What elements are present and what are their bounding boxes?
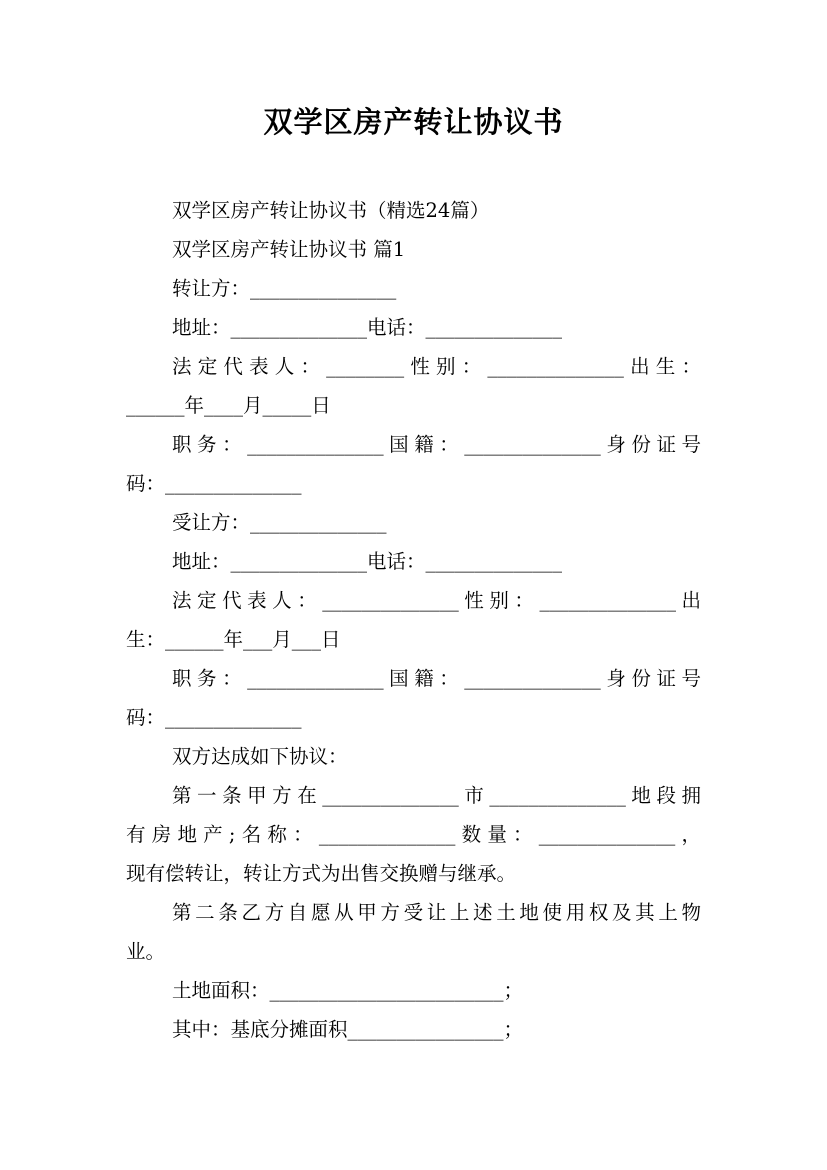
transferee-address-line: 地址：______________电话：______________	[172, 550, 563, 573]
transferor-line: 转让方：_______________	[172, 277, 397, 300]
document-title: 双学区房产转让协议书	[263, 105, 564, 139]
transferee-id-line: 码：______________	[126, 706, 302, 729]
agreement-intro-line: 双方达成如下协议：	[172, 745, 348, 768]
transferor-id-line: 码：______________	[126, 472, 302, 495]
transferee-line: 受让方：______________	[172, 511, 387, 534]
transferee-representative-line: 法定代表人：______________性别：______________出	[172, 589, 701, 612]
transferor-birthdate-line: ______年____月_____日	[126, 394, 331, 417]
transferee-position-line: 职务：______________国籍：______________身份证号	[172, 667, 701, 690]
transferee-birthdate-line: 生：______年___月___日	[126, 628, 341, 651]
section-heading: 双学区房产转让协议书 篇1	[172, 238, 406, 261]
article-1-line-1: 第一条甲方在______________市______________地段拥	[172, 784, 701, 807]
article-2-line-2: 业。	[126, 940, 166, 963]
article-1-line-2: 有房地产;名称：______________数量：______________，	[126, 823, 701, 846]
article-2-line-1: 第二条乙方自愿从甲方受让上述土地使用权及其上物	[172, 901, 701, 924]
land-area-line: 土地面积：________________________；	[172, 979, 524, 1002]
transferor-position-line: 职务：______________国籍：______________身份证号	[172, 433, 701, 456]
transferor-representative-line: 法定代表人：________性别：______________出生：	[172, 355, 701, 378]
subtitle-line: 双学区房产转让协议书（精选24篇）	[172, 199, 490, 222]
article-1-line-3: 现有偿转让，转让方式为出售交换赠与继承。	[126, 862, 517, 885]
base-area-line: 其中：基底分摊面积________________；	[172, 1018, 524, 1041]
transferor-address-line: 地址：______________电话：______________	[172, 316, 563, 339]
